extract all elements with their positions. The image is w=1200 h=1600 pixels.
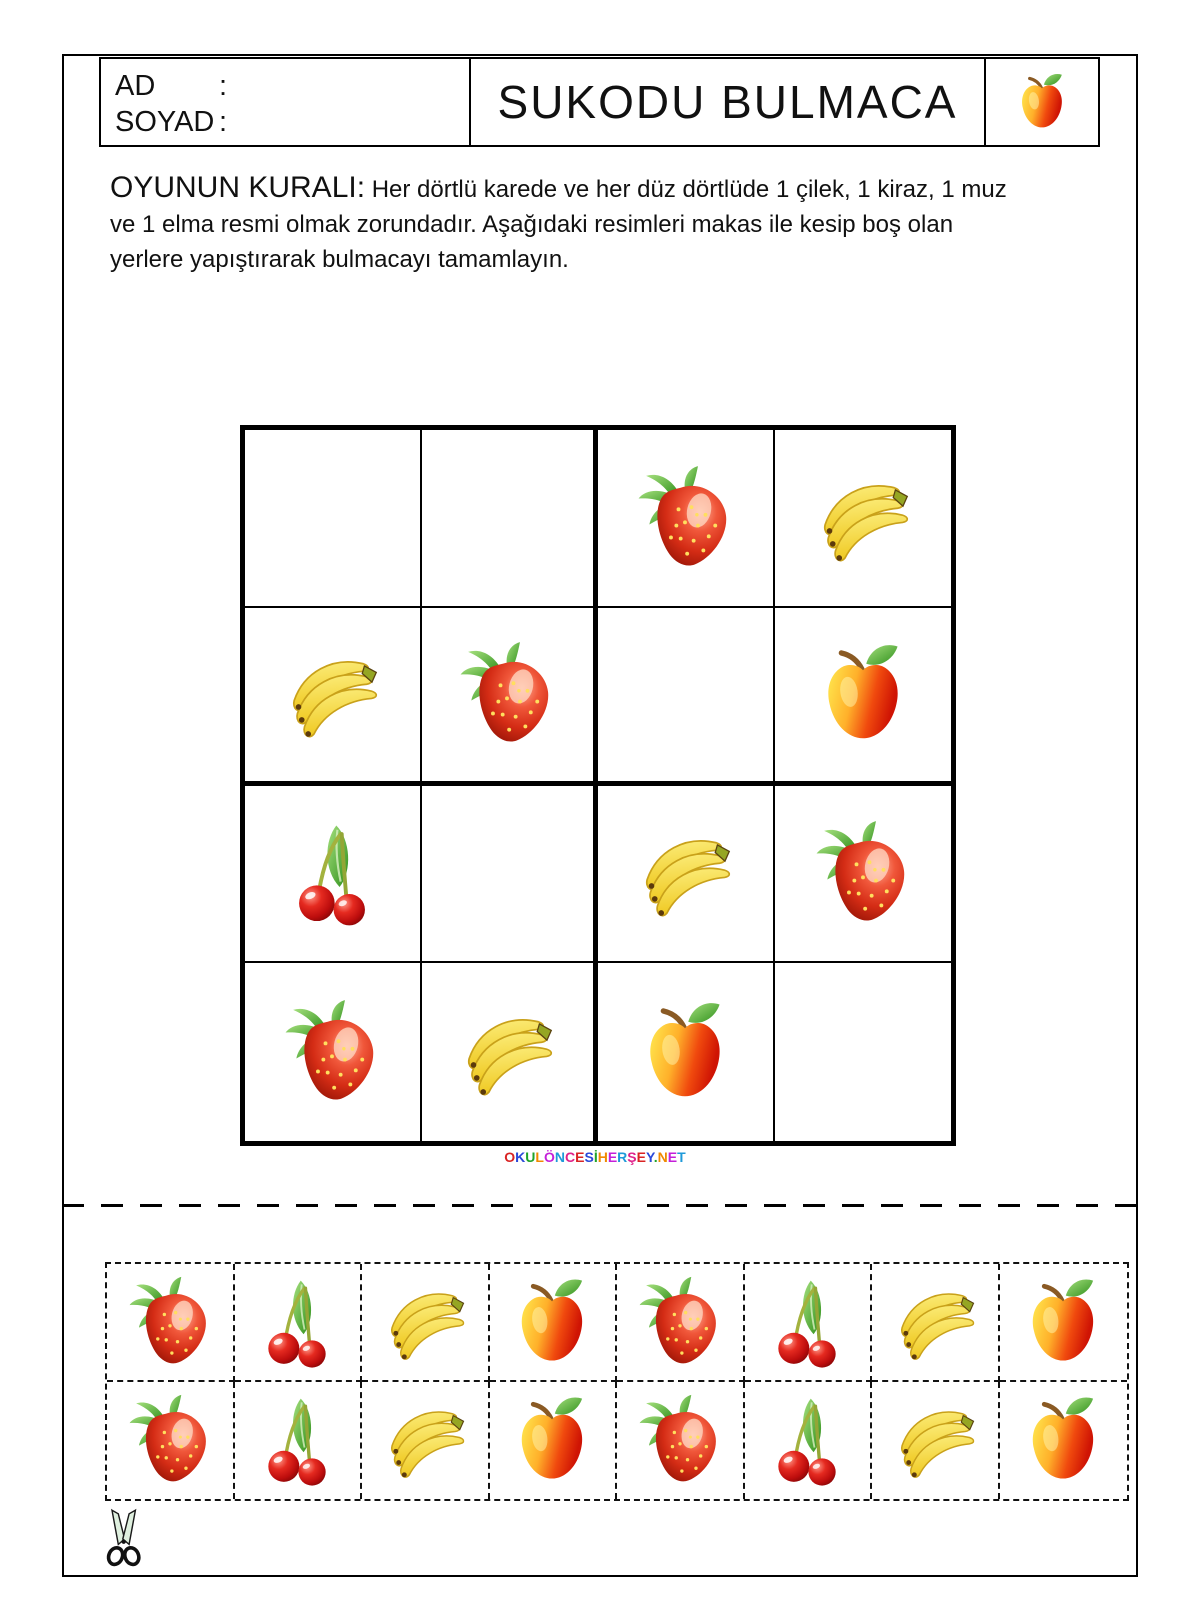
- cutout-tile-cherry[interactable]: [235, 1382, 363, 1500]
- instructions-text: [110, 170, 1015, 277]
- watermark: OKULÖNCESİHERŞEY.NET: [504, 1149, 686, 1165]
- instructions-lead: OYUNUN KURALI:: [110, 171, 366, 204]
- scissors-icon: [94, 1506, 148, 1572]
- grid-cell-empty[interactable]: [598, 608, 775, 786]
- banana-icon: [453, 998, 561, 1106]
- header-icon-box: [986, 59, 1098, 145]
- name-colon: :: [219, 70, 228, 102]
- banana-icon: [631, 819, 739, 927]
- surname-row: [115, 104, 469, 140]
- cutout-tile-apple[interactable]: [490, 1264, 618, 1382]
- cutout-tile-strawberry[interactable]: [107, 1264, 235, 1382]
- cut-line: [62, 1204, 1138, 1207]
- cutout-tile-banana[interactable]: [872, 1382, 1000, 1500]
- grid-cell-empty[interactable]: [422, 430, 599, 608]
- cutout-tile-strawberry[interactable]: [617, 1264, 745, 1382]
- grid-cell-empty[interactable]: [245, 430, 422, 608]
- header: [99, 57, 1100, 147]
- strawberry-icon: [278, 998, 386, 1106]
- title-box: [471, 59, 986, 145]
- page-title: SUKODU BULMACA: [497, 76, 958, 128]
- grid-cell-cherry[interactable]: [245, 786, 422, 964]
- strawberry-icon: [123, 1393, 217, 1487]
- name-row: [115, 68, 469, 104]
- banana-icon: [378, 1393, 472, 1487]
- cutout-tile-cherry[interactable]: [235, 1264, 363, 1382]
- grid-cell-strawberry[interactable]: [422, 608, 599, 786]
- strawberry-icon: [453, 640, 561, 748]
- cherry-icon: [250, 1275, 344, 1369]
- cutout-tile-apple[interactable]: [1000, 1264, 1128, 1382]
- cutout-tile-strawberry[interactable]: [107, 1382, 235, 1500]
- apple-icon: [1016, 1275, 1110, 1369]
- grid-cell-apple[interactable]: [598, 963, 775, 1141]
- cutout-tile-banana[interactable]: [362, 1264, 490, 1382]
- grid-cell-strawberry[interactable]: [598, 430, 775, 608]
- surname-label: SOYAD: [115, 106, 215, 138]
- apple-icon: [631, 998, 739, 1106]
- grid-cell-empty[interactable]: [775, 963, 952, 1141]
- apple-icon: [1016, 1393, 1110, 1487]
- grid-cell-apple[interactable]: [775, 608, 952, 786]
- strawberry-icon: [123, 1275, 217, 1369]
- cutout-tile-apple[interactable]: [1000, 1382, 1128, 1500]
- grid-cell-banana[interactable]: [775, 430, 952, 608]
- cutout-tile-cherry[interactable]: [745, 1382, 873, 1500]
- banana-icon: [809, 464, 917, 572]
- name-box: [101, 59, 471, 145]
- cherry-icon: [760, 1275, 854, 1369]
- sudoku-grid: [240, 425, 956, 1146]
- apple-icon: [505, 1275, 599, 1369]
- banana-icon: [888, 1393, 982, 1487]
- apple-icon: [505, 1393, 599, 1487]
- surname-colon: :: [219, 106, 228, 138]
- apple-icon: [1011, 68, 1073, 136]
- name-label: AD: [115, 70, 156, 102]
- grid-cell-strawberry[interactable]: [775, 786, 952, 964]
- banana-icon: [278, 640, 386, 748]
- cutout-tile-banana[interactable]: [872, 1264, 1000, 1382]
- strawberry-icon: [809, 819, 917, 927]
- cutout-tile-cherry[interactable]: [745, 1264, 873, 1382]
- cherry-icon: [760, 1393, 854, 1487]
- grid-cell-strawberry[interactable]: [245, 963, 422, 1141]
- cutout-tile-banana[interactable]: [362, 1382, 490, 1500]
- strawberry-icon: [633, 1393, 727, 1487]
- cherry-icon: [250, 1393, 344, 1487]
- banana-icon: [378, 1275, 472, 1369]
- cherry-icon: [278, 819, 386, 927]
- grid-cell-banana[interactable]: [422, 963, 599, 1141]
- strawberry-icon: [633, 1275, 727, 1369]
- grid-cell-empty[interactable]: [422, 786, 599, 964]
- apple-icon: [809, 640, 917, 748]
- cutout-tile-strawberry[interactable]: [617, 1382, 745, 1500]
- instructions-body: Her dörtlü karede ve her düz dörtlüde 1 çilek, 1 kiraz, 1 muz ve 1 elma resmi olmak zorundadır. Aşağıdaki resimleri makas ile kesip boş olan yerlere yapıştırarak bulmacayı tamamlayın.: [110, 176, 1007, 273]
- grid-cell-banana[interactable]: [598, 786, 775, 964]
- strawberry-icon: [631, 464, 739, 572]
- cutout-grid: [105, 1262, 1129, 1501]
- cutout-tile-apple[interactable]: [490, 1382, 618, 1500]
- banana-icon: [888, 1275, 982, 1369]
- grid-cell-banana[interactable]: [245, 608, 422, 786]
